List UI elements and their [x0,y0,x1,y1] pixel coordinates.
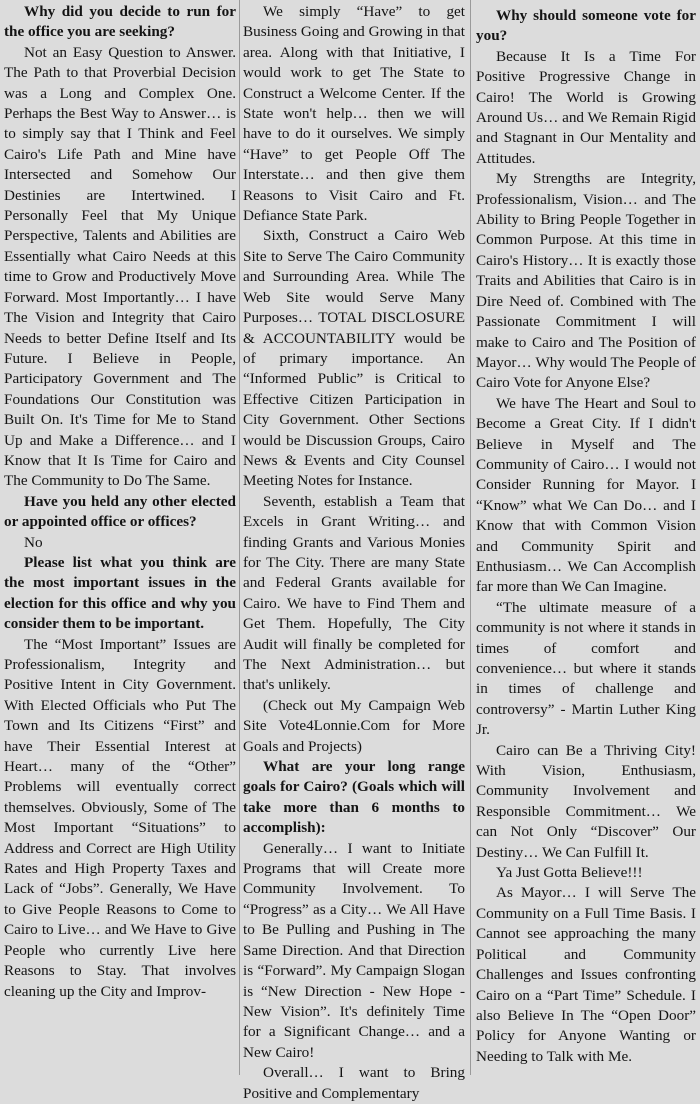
answer-paragraph: Generally… I want to Initiate Programs that will Create more Community Involvement. To “Progress” as a City… We All Have to Be Pulling and Pushing in The Same Direction. And that Direction is “Forward”. My Campaign Slogan is “New Direction - New Hope - New Vision”. It's definitely Time for a Significant Change… and a New Cairo! [243,839,465,1061]
answer-paragraph: Ya Just Gotta Believe!!! [496,864,643,882]
column-2 [243,2,465,1104]
question-heading: Please list what you think are the most important issues in the election for this office and why you consider them to be important. [4,553,236,633]
answer-paragraph: (Check out My Campaign Web Site Vote4Lonnie.Com for More Goals and Projects) [243,696,465,755]
answer-paragraph: Cairo can Be a Thriving City! With Vision, Enthusiasm, Community Involvement and Responsible Commitment… We can Not Only “Discover” Our Destiny… We Can Fulfill It. [476,741,696,861]
column-divider [470,0,471,1075]
answer-paragraph: We have The Heart and Soul to Become a Great City. If I didn't Believe in Myself and The Community of Cairo… I would not Consider Running for Mayor. I “Know” what We Can Do… and I Know that with Common Vision and Community Spirit and Enthusiasm… We Can Accomplish far more than We Can Imagine. [476,394,696,596]
answer-paragraph: As Mayor… I will Serve The Community on a Full Time Basis. I Cannot see approaching the many Political and Community Challenges and Issues confronting Cairo on a “Part Time” Schedule. I also Believe In The “Open Door” Policy for Anyone Wanting or Needing to Talk with Me. [476,884,696,1065]
column-1 [4,2,236,1002]
column-divider [239,0,240,1075]
question-heading: Why did you decide to run for the office you are seeking? [4,3,236,41]
answer-paragraph: The “Most Important” Issues are Professionalism, Integrity and Positive Intent in City Government. With Elected Officials who Put The Town and Its Citizens “First” and have Their Essential Interest at Heart… many of the “Other” Problems will eventually correct themselves. Obviously, Some of The Most Important “Situations” to Address and Correct are High Utility Rates and High Property Taxes and Lack of “Jobs”. Generally, We Have to Give People Reasons to Come to Cairo to Live… and We Have to Give People who currently Live here Reasons to Stay. That involves cleaning up the City and Improv- [4,635,236,1000]
column-3 [476,6,696,1067]
answer-paragraph: Because It Is a Time For Positive Progressive Change in Cairo! The World is Growing Around Us… and We Remain Rigid and Stagnant in Our Mentality and Attitudes. [476,47,696,167]
question-heading: Have you held any other elected or appointed office or offices? [4,492,236,531]
question-heading: Why should someone vote for you? [476,7,696,45]
answer-paragraph: Overall… I want to Bring Positive and Complementary [243,1064,465,1102]
answer-paragraph: My Strengths are Integrity, Professionalism, Vision… and The Ability to Bring People Together in Common Purpose. At this time in Cairo's History… It is exactly those Traits and Abilities that Cairo is in Dire Need of. Combined with The Passionate Commitment I will make to Cairo and The Position of Mayor… Why would The People of Cairo Vote for Anyone Else? [476,170,696,392]
answer-paragraph: No [24,533,43,551]
answer-paragraph: “The ultimate measure of a community is not where it stands in times of comfort and convenience… but where it stands in times of challenge and controversy” - Martin Luther King Jr. [476,598,696,739]
answer-paragraph: We simply “Have” to get Business Going and Growing in that area. Along with that Initiative, I would work to get The State to Construct a Welcome Center. If the State won't help… then we will have to do it ourselves. We simply “Have” to get People Off The Interstate… and then give them Reasons to Visit Cairo and Ft. Defiance State Park. [243,3,465,225]
answer-paragraph: Seventh, establish a Team that Excels in Grant Writing… and finding Grants and Various Monies for The City. There are many State and Federal Grants available for Cairo. We have to Find Them and Get Them. Hopefully, The City Audit will finally be completed for The Next Administration… but that's unlikely. [243,492,465,694]
question-heading: What are your long range goals for Cairo? (Goals which will take more than 6 months to accomplish): [243,758,465,837]
answer-paragraph: Not an Easy Question to Answer. The Path to that Proverbial Decision was a Long and Complex One. Perhaps the Best Way to Answer… is to simply say that I Think and Feel Cairo's Life Path and Mine have Intersected and Somehow Our Destinies are Intertwined. I Personally Feel that My Unique Perspective, Talents and Abilities are Essentially what Cairo Needs at this time to Grow and Productively Move Forward. Most Importantly… I have The Vision and Integrity that Cairo Needs to better Define Itself and Its Future. I Believe in People, Participatory Government and The Foundations Our Constitution was Built On. It's Time for Me to Stand Up and Make a Difference… and I Know that It Is Time for Cairo and The Community to Do The Same. [4,43,236,490]
answer-paragraph: Sixth, Construct a Cairo Web Site to Serve The Cairo Community and Surrounding Area. While The Web Site would Serve Many Purposes… TOTAL DISCLOSURE & ACCOUNTABILITY would be of primary importance. An “Informed Public” is Critical to Effective Citizen Participation in City Government. Other Sections would be Discussion Groups, Cairo News & Events and City Counsel Meeting Notes for Instance. [243,227,465,490]
